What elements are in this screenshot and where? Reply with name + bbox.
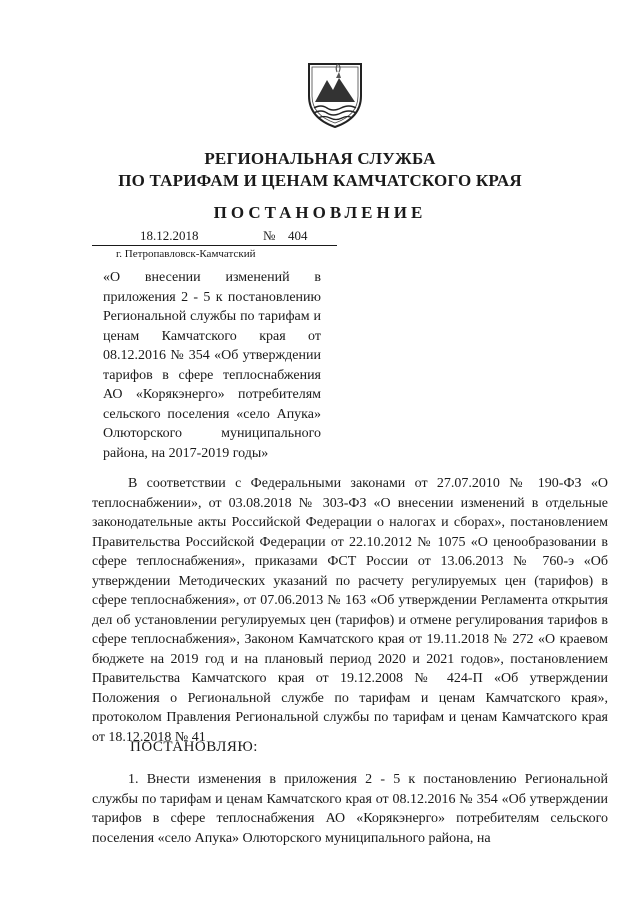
agency-title [0,148,640,192]
document-subject: «О внесении изменений в приложения 2 - 5 к постановлению Региональной службы по тарифам и ценам Камчатского края от 08.12.2016 № 354 «Об утверждении тарифов в сфере теплоснабжения АО «Корякэнерго» потребителям сельского поселения «село Апука» Олюторского муниципального района, на 2017-2019 годы» [103,270,321,461]
decree-heading: ПОСТАНОВЛЯЮ: [130,739,258,755]
document-number: 404 [288,228,308,243]
underline [92,245,337,246]
agency-title-line2: ПО ТАРИФАМ И ЦЕНАМ КАМЧАТСКОГО КРАЯ [118,171,522,190]
agency-title-line1: РЕГИОНАЛЬНАЯ СЛУЖБА [204,149,436,168]
number-sign: № [263,228,276,243]
document-type: ПОСТАНОВЛЕНИЕ [213,203,427,222]
document-date: 18.12.2018 [140,228,199,243]
city: г. Петропавловск-Камчатский [116,248,256,260]
coat-of-arms-icon [305,60,365,130]
preamble-paragraph: В соответствии с Федеральными законами от 27.07.2010 № 190-ФЗ «О теплоснабжении», от 03.08.2018 № 303-ФЗ «О внесении изменений в отдельные законодательные акты Российской Федерации о налогах и сборах», постановлением Правительства Российской Федерации от 22.10.2012 № 1075 «О ценообразовании в сфере теплоснабжения», приказами ФСТ России от 13.06.2013 № 760-э «Об утверждении Методических указаний по расчету регулируемых цен (тарифов) в сфере теплоснабжения», от 07.06.2013 № 163 «Об утверждении Регламента открытия дел об установлении регулируемых цен (тарифов) и отмене регулирования тарифов в сфере теплоснабжения», Законом Камчатского края от 19.11.2018 № 272 «О краевом бюджете на 2019 год и на плановый период 2020 и 2021 годов», постановлением Правительства Камчатского края от 19.12.2008 № 424-П «Об утверждении Положения о Региональной службе по тарифам и ценам Камчатского края», протоколом Правления Региональной службы по тарифам и ценам Камчатского края от 18.12.2018 № 41 [92,476,608,745]
date-number-row [92,228,337,246]
item-1-paragraph: 1. Внести изменения в приложения 2 - 5 к постановлению Региональной службы по тарифам и ценам Камчатского края от 08.12.2016 № 354 «Об утверждении тарифов в сфере теплоснабжения АО «Корякэнерго» потребителям сельского поселения «село Апука» Олюторского муниципального района, на [92,772,608,846]
